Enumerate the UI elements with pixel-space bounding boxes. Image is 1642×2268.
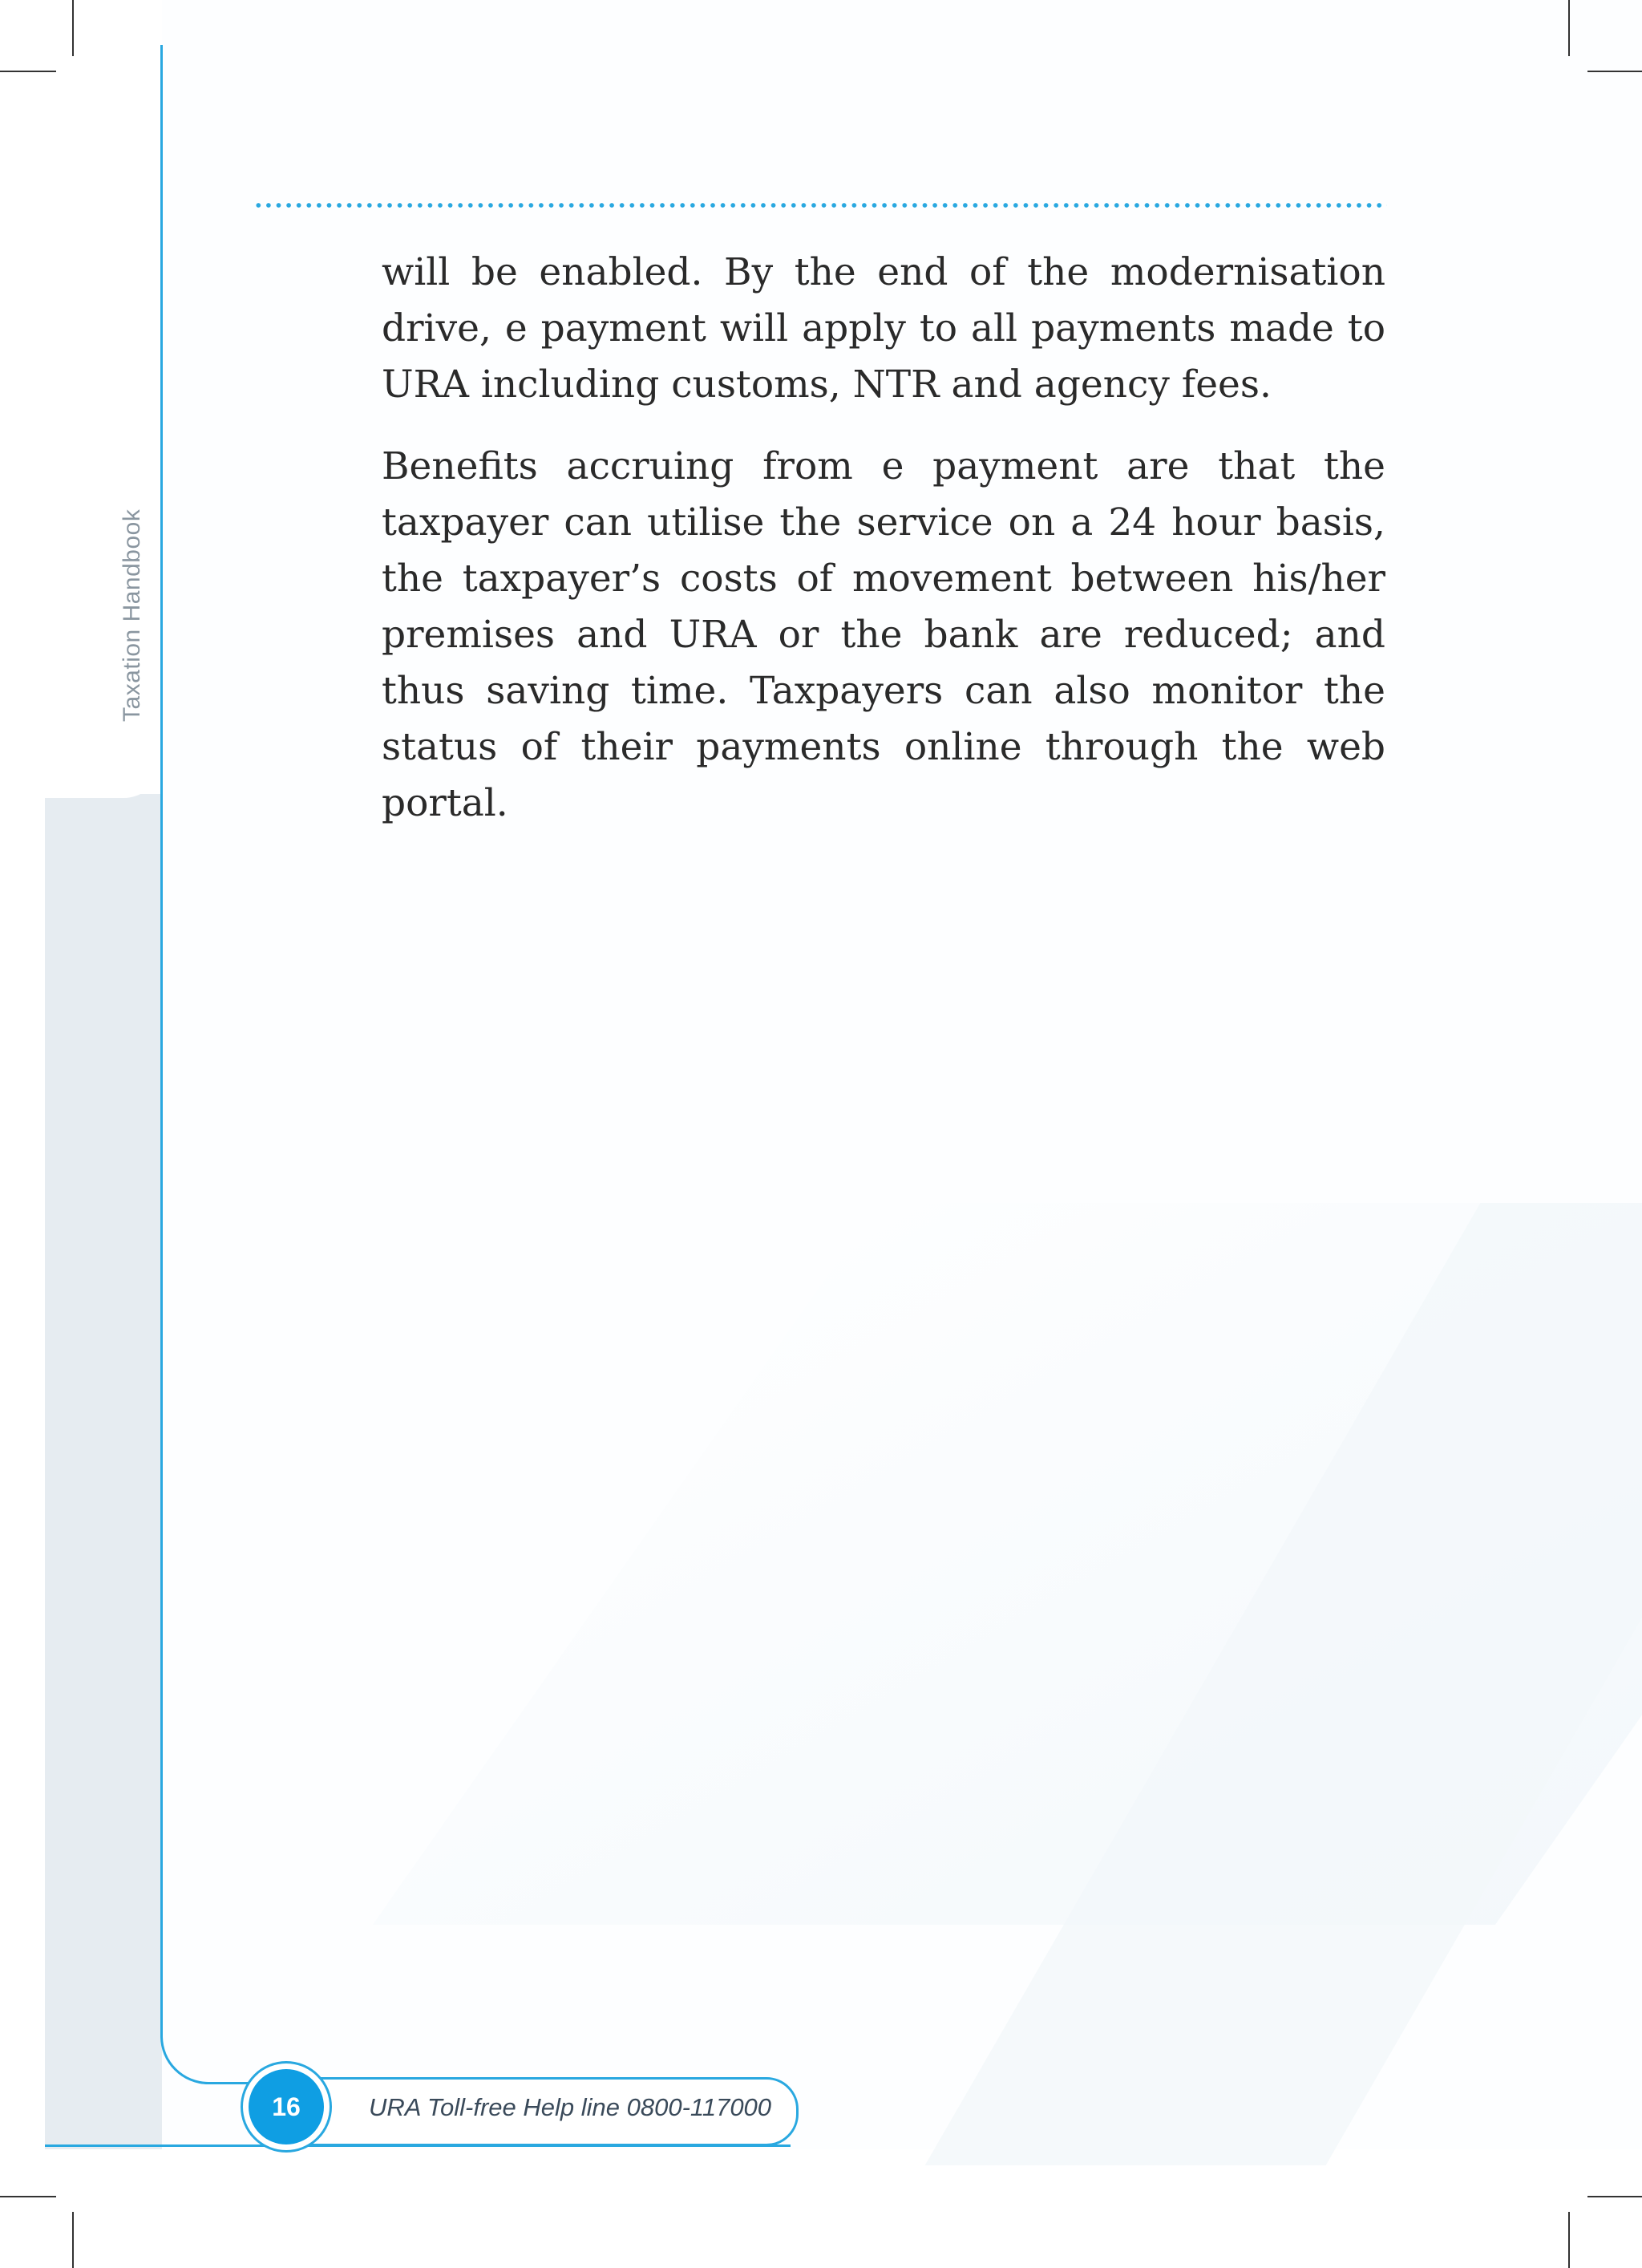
crop-mark	[0, 2196, 56, 2197]
body-text	[382, 245, 1385, 857]
crop-mark	[0, 71, 56, 72]
crop-mark	[1568, 2212, 1570, 2268]
page-number: 16	[249, 2069, 324, 2144]
sidebar-title: Taxation Handbook	[119, 508, 145, 722]
paragraph: Benefits accruing from e payment are that the taxpayer can utilise the service on a 24 hour basis, the taxpayer’s costs of movement between his/her premises and URA or the bank are reduced; and thus saving time. Taxpayers can also monitor the status of their payments online through the web portal.	[382, 444, 1385, 825]
dotted-divider	[253, 202, 1387, 209]
blue-frame-line	[160, 45, 323, 2084]
helpline-text: URA Toll-free Help line 0800-117000	[369, 2093, 772, 2121]
crop-mark	[1568, 0, 1570, 56]
left-panel	[45, 794, 165, 2149]
crop-mark	[1587, 71, 1642, 72]
crop-mark	[1587, 2196, 1642, 2197]
paragraph: will be enabled. By the end of the modernisation drive, e payment will apply to all payments made to URA including customs, NTR and agency fees.	[382, 250, 1385, 407]
crop-mark	[72, 2212, 74, 2268]
crop-mark	[72, 0, 74, 56]
